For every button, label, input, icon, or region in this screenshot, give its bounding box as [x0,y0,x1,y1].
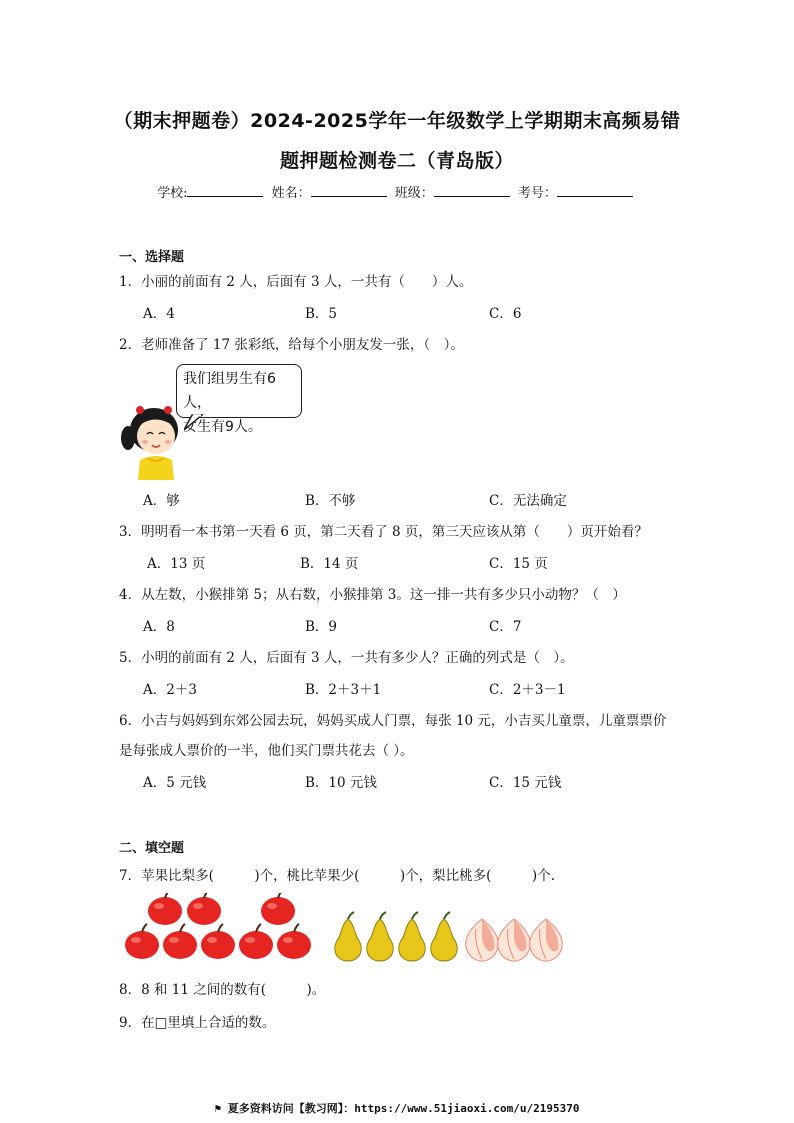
question-6-line-1: 6．小吉与妈妈到东郊公园去玩，妈妈买成人门票，每张 10 元，小吉买儿童票，儿童票票价 [119,713,667,729]
footer[interactable] [0,1100,794,1116]
name-label: 姓名： [271,186,311,201]
q1-option-b[interactable]: B．5 [305,306,338,322]
class-blank[interactable] [434,185,510,197]
exam-number-label: 考号： [517,186,557,201]
apple-bottom-4 [239,924,273,959]
q1-option-a[interactable]: A．4 [143,306,175,322]
q2-option-a[interactable]: A．够 [143,493,180,509]
apple-bottom-5 [277,924,311,959]
q4-option-a[interactable]: A．8 [143,619,175,635]
pear-4 [431,912,457,961]
q3-option-a[interactable]: A．13 页 [147,556,206,572]
school-label: 学校: [157,186,188,201]
apple-bottom-3 [201,924,235,959]
q1-option-c[interactable]: C．6 [489,306,522,322]
q4-option-b[interactable]: B．9 [305,619,338,635]
exam-number-blank[interactable] [557,185,633,197]
apple-bottom-1 [125,924,159,959]
apple-top-2 [187,893,221,925]
bubble-line-2: 女生有9人。 [183,419,262,435]
pear-2 [367,912,393,961]
apple-top-3 [261,893,295,925]
question-3: 3．明明看一本书第一天看 6 页，第二天看了 8 页，第三天应该从第（ ）页开始看？ [119,524,648,540]
question-5: 5．小明的前面有 2 人，后面有 3 人，一共有多少人？正确的列式是（ ）。 [119,650,574,666]
apple-bottom-2 [163,924,197,959]
title-line-2: 题押题检测卷二（青岛版） [279,150,514,172]
school-blank[interactable] [187,185,263,197]
pear-3 [399,912,425,961]
q3-option-b[interactable]: B．14 页 [300,556,359,572]
peach-2 [498,919,531,961]
q6-option-c[interactable]: C．15 元钱 [489,775,562,791]
title-line-1: （期末押题卷）2024-2025学年一年级数学上学期期末高频易错 [113,110,681,132]
peach-3 [530,919,563,961]
q2-option-b[interactable]: B．不够 [305,493,356,509]
q2-option-c[interactable]: C．无法确定 [489,493,567,509]
q3-option-c[interactable]: C．15 页 [489,556,548,572]
student-info-row [0,182,794,201]
question-4: 4．从左数，小猴排第 5；从右数，小猴排第 3。这一排一共有多少只小动物？（ ） [119,587,626,603]
question-6-line-2: 是每张成人票价的一半，他们买门票共花去（ ）。 [119,743,414,759]
q5-option-b[interactable]: B．2＋3＋1 [305,682,382,698]
name-blank[interactable] [311,185,387,197]
bubble-line-1: 我们组男生有6人， [183,371,276,411]
question-8: 8．8 和 11 之间的数有( )。 [119,982,326,998]
q4-option-c[interactable]: C．7 [489,619,522,635]
flag-icon: ⚑ [214,1102,228,1115]
girl-illustration [118,398,190,480]
q5-option-c[interactable]: C．2＋3－1 [489,682,566,698]
question-2: 2．老师准备了 17 张彩纸，给每个小朋友发一张，（ ）。 [119,337,464,353]
fruit-illustration [120,893,580,965]
pear-1 [335,912,361,961]
speech-bubble [176,364,302,435]
q6-option-b[interactable]: B．10 元钱 [305,775,377,791]
q5-option-a[interactable]: A．2＋3 [143,682,197,698]
section-2-title: 二、填空题 [119,841,185,856]
q6-option-a[interactable]: A．5 元钱 [143,775,207,791]
peach-1 [466,919,499,961]
class-label: 班级： [394,186,434,201]
question-9: 9．在□里填上合适的数。 [119,1015,276,1031]
question-7: 7．苹果比梨多( )个，桃比苹果少( )个，梨比桃多( )个. [119,868,555,884]
apple-top-1 [148,893,182,925]
question-1: 1．小丽的前面有 2 人，后面有 3 人，一共有（ ）人。 [119,274,473,290]
section-1-title: 一、选择题 [119,250,185,265]
footer-link[interactable]: 夏多资料访问【教习网】：https://www.51jiaoxi.com/u/2195370 [227,1102,580,1115]
